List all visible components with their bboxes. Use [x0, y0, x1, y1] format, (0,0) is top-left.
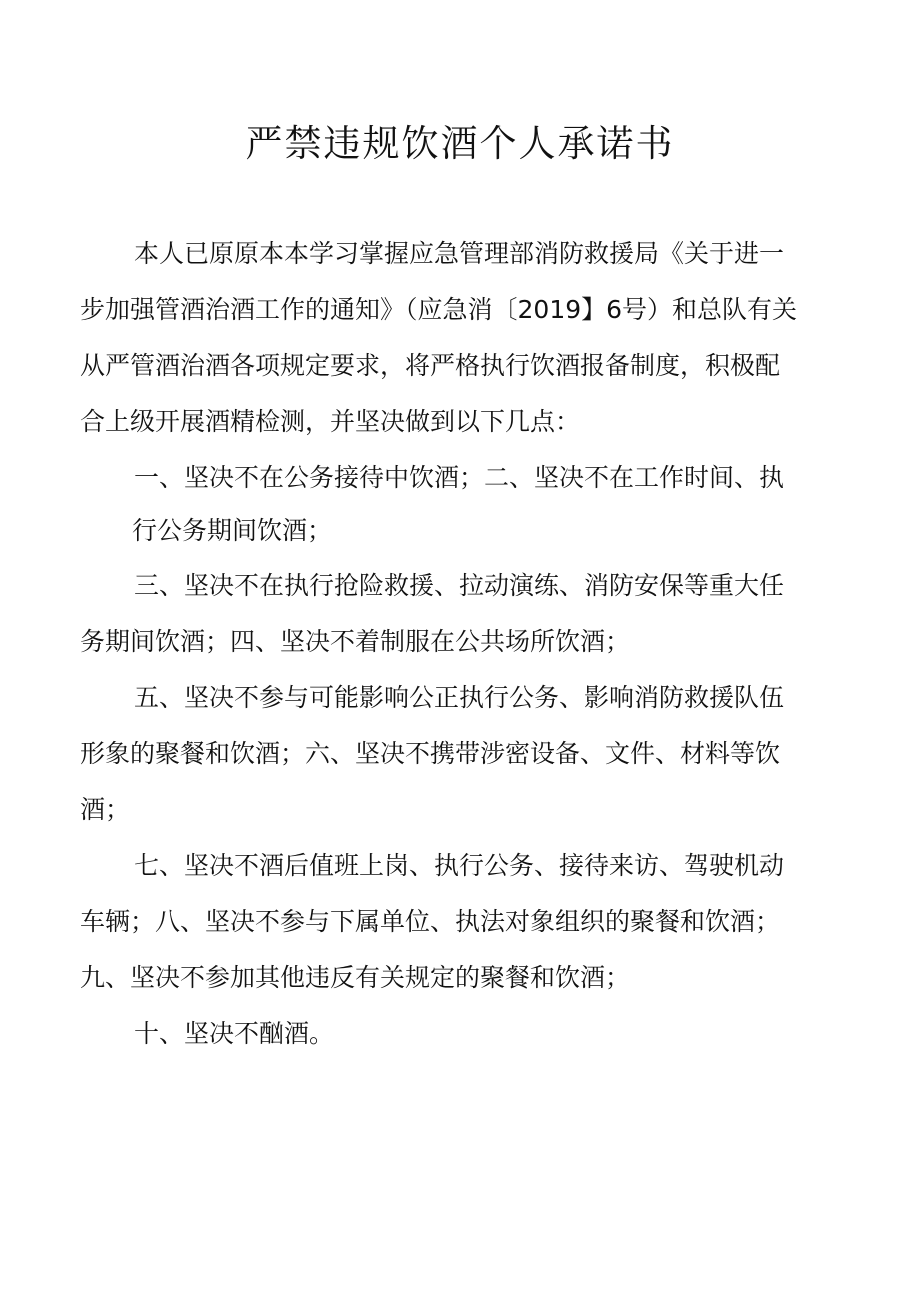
- paragraph-line: 从严管酒治酒各项规定要求，将严格执行饮酒报备制度，积极配: [80, 351, 781, 380]
- pledge-line: 一、坚决不在公务接待中饮酒；二、坚决不在工作时间、执: [134, 463, 785, 492]
- pledge-line: 三、坚决不在执行抢险救援、拉动演练、消防安保等重大任: [134, 571, 785, 600]
- document-title: 严禁违规饮酒个人承诺书: [245, 122, 675, 165]
- pledge-line: 十、坚决不酗酒。: [134, 1019, 335, 1048]
- pledge-line: 九、坚决不参加其他违反有关规定的聚餐和饮酒；: [80, 963, 631, 992]
- paragraph-line: 步加强管酒治酒工作的通知》（应急消〔2019】6号）和总队有关: [80, 295, 798, 324]
- pledge-line: 五、坚决不参与可能影响公正执行公务、影响消防救援队伍: [134, 683, 785, 712]
- paragraph-line: 合上级开展酒精检测，并坚决做到以下几点：: [80, 407, 581, 436]
- pledge-line: 行公务期间饮酒；: [132, 516, 333, 545]
- pledge-line: 车辆；八、坚决不参与下属单位、执法对象组织的聚餐和饮酒；: [80, 907, 781, 936]
- pledge-line: 务期间饮酒；四、坚决不着制服在公共场所饮酒；: [80, 627, 631, 656]
- pledge-line: 形象的聚餐和饮酒；六、坚决不携带涉密设备、文件、材料等饮: [80, 739, 781, 768]
- pledge-line: 七、坚决不酒后值班上岗、执行公务、接待来访、驾驶机动: [134, 851, 785, 880]
- paragraph-line: 本人已原原本本学习掌握应急管理部消防救援局《关于进一: [134, 239, 785, 268]
- pledge-line: 酒；: [80, 795, 131, 824]
